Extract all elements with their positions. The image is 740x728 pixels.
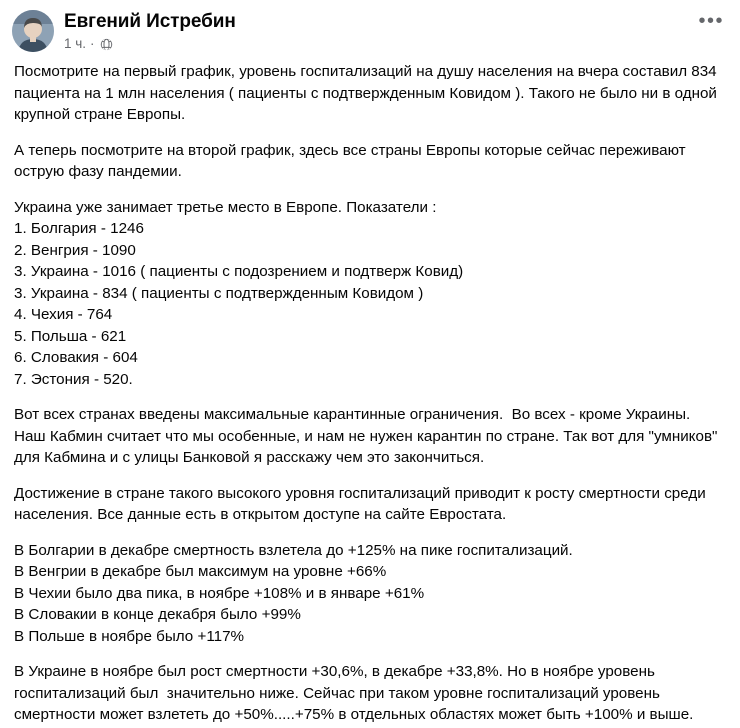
ranking-item: 2. Венгрия - 1090	[14, 241, 136, 259]
avatar[interactable]	[12, 10, 54, 52]
ranking-item: 4. Чехия - 764	[14, 306, 113, 323]
post-body	[0, 57, 740, 726]
post-paragraph-1: Посмотрите на первый график, уровень госпитализаций на душу населения на вчера составил 834 пациента на 1 млн населения ( пациенты с подтвержденным Ковидом ). Такого не было ни в одной крупной стране Европы.	[14, 63, 722, 123]
ranking-item: 7. Эстония - 520.	[14, 370, 133, 388]
ranking-item: 5. Польша - 621	[14, 327, 127, 345]
post-timestamp[interactable]: 1 ч.	[64, 36, 87, 51]
avatar-image	[12, 10, 54, 52]
mortality-item: В Венгрии в декабре был максимум на уровне +66%	[14, 563, 387, 580]
mortality-item: В Словакии в конце декабря было +99%	[14, 606, 301, 623]
post-paragraph-4: Достижение в стране такого высокого уровня госпитализаций приводит к росту смертности среди населения. Все данные есть в открытом доступе на сайте Евростата.	[14, 484, 710, 523]
post-closing-paragraph: В Украине в ноябре был рост смертности +30,6%, в декабре +33,8%. Но в ноябре уровень госпитализаций был значительно ниже. Сейчас при таком уровне госпитализаций уровень смертности может взлететь до +50%.....+75% в отдельных областях может быть +100% и выше.	[14, 663, 694, 723]
post-meta	[64, 35, 236, 53]
globe-icon[interactable]	[100, 38, 113, 51]
post-paragraph-2: А теперь посмотрите на второй график, здесь все страны Европы которые сейчас переживают острую фазу пандемии.	[14, 141, 690, 180]
ranking-item: 3. Украина - 834 ( пациенты с подтвержденным Ковидом )	[14, 284, 424, 302]
globe-icon-svg	[100, 38, 113, 51]
ranking-item: 6. Словакия - 604	[14, 349, 138, 366]
ranking-item: 3. Украина - 1016 ( пациенты с подозрением и подтверж Ковид)	[14, 263, 464, 280]
mortality-block	[14, 540, 726, 648]
mortality-item: В Чехии было два пика, в ноябре +108% и в январе +61%	[14, 584, 425, 602]
post-header-text	[64, 10, 236, 53]
author-name[interactable]: Евгений Истребин	[64, 11, 236, 32]
ranking-block	[14, 197, 726, 391]
post-paragraph-3: Вот всех странах введены максимальные карантинные ограничения. Во всех - кроме Украины. Наш Кабмин считает что мы особенные, и нам не нужен карантин по стране. Так вот для "умников" для Кабмина и с улицы Банковой я расскажу чем это закончиться.	[14, 406, 722, 466]
ranking-intro: Украина уже занимает третье место в Европе. Показатели :	[14, 198, 437, 216]
meta-separator: ·	[90, 36, 95, 51]
mortality-item: В Болгарии в декабре смертность взлетела до +125% на пике госпитализаций.	[14, 541, 573, 559]
ranking-item: 1. Болгария - 1246	[14, 220, 144, 237]
post-options-button[interactable]: •••	[698, 10, 724, 32]
mortality-item: В Польше в ноябре было +117%	[14, 627, 245, 645]
post-header	[0, 0, 740, 57]
